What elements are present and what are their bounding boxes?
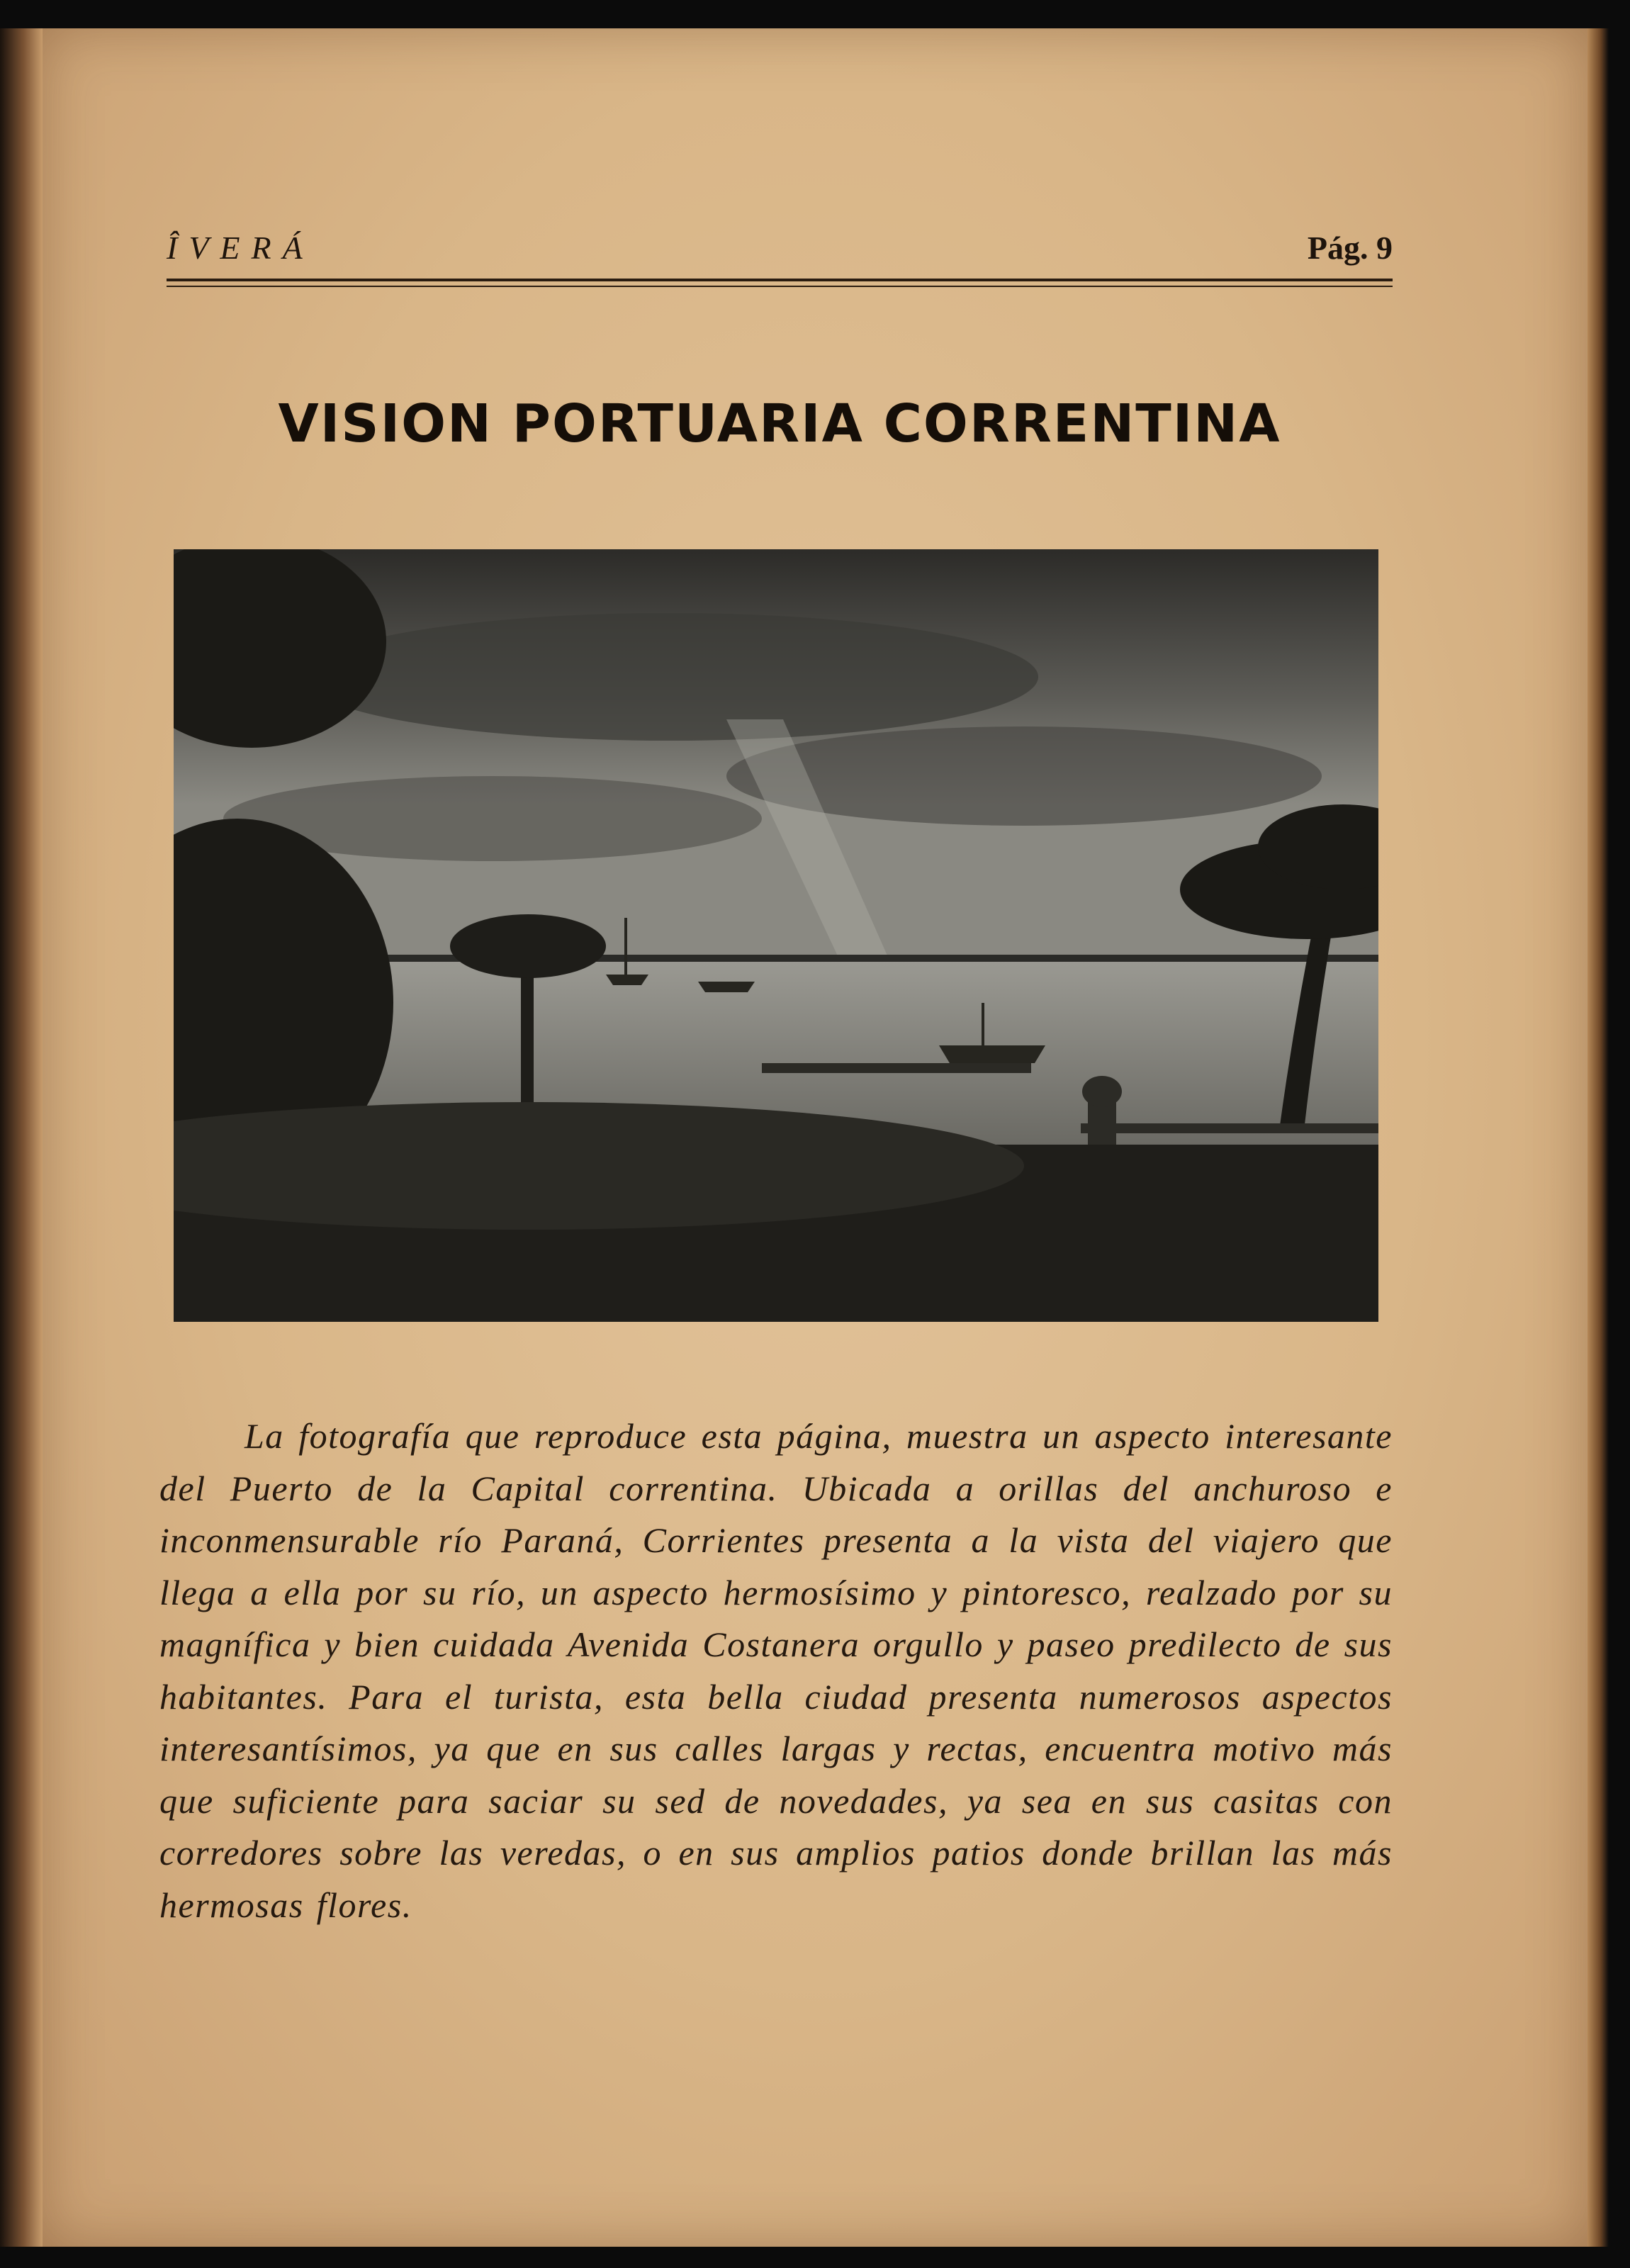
cloud (301, 613, 1038, 741)
page-edge (1587, 28, 1609, 2247)
header-rule (167, 279, 1393, 281)
header-rule-thin (167, 286, 1393, 287)
running-title: ÎVERÁ (167, 230, 314, 266)
pier (762, 1063, 1031, 1073)
page-header (167, 216, 1393, 280)
article-body: La fotografía que reproduce esta página, muestra un aspecto interesante del Puerto de la Capital correntina. Ubicada a orillas del anchuroso e inconmensurable río Paraná, Corrientes presenta a la vista del viajero que llega a ella por su río, un aspecto hermosísimo y pintoresco, realzado por su magnífica y bien cuidada Avenida Costanera orgullo y paseo predilecto de sus habitantes. Para el turista, esta bella ciudad presenta numerosos aspectos interesantísimos, ya que en sus calles largas y rectas, encuentra motivo más que suficiente para saciar su sed de novedades, ya sea en sus casitas con corredores sobre las veredas, o en sus amplios patios donde brillan las más hermosas flores. (159, 1416, 1393, 1925)
page-number: Pág. 9 (1307, 230, 1393, 266)
book-spine (0, 28, 43, 2247)
article-title: VISION PORTUARIA CORRENTINA (278, 393, 1281, 454)
port-photo-illustration (174, 549, 1378, 1322)
port-photograph (174, 549, 1378, 1322)
